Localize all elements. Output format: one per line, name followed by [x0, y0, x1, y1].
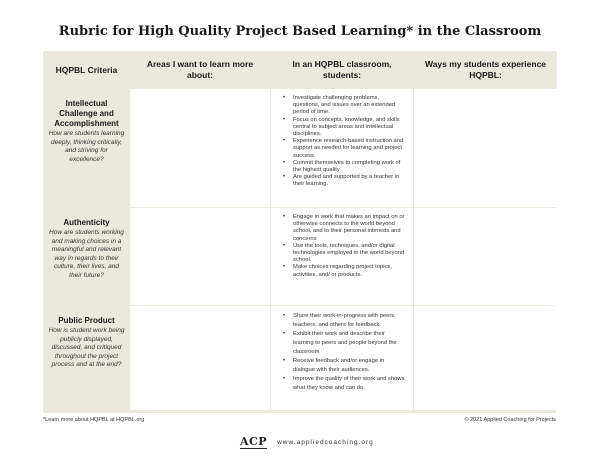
copyright: © 2021 Applied Coaching for Projects: [464, 417, 556, 423]
rubric-table: [43, 51, 556, 413]
list-item: • Focus on concepts, knowledge, and skills central to subject areas and intellectual disciplines.: [283, 117, 405, 139]
list-item: • Make choices regarding project topics, activities, and/ or products.: [283, 264, 405, 278]
list-item: • Receive feedback and/or engage in dialogue with their audiences.: [283, 357, 405, 375]
criterion-cell: [44, 306, 129, 410]
list-item: • Improve the quality of their work and shows what they know and can do.: [283, 375, 405, 393]
footer-brand: [240, 432, 374, 452]
list-item: • Exhibit their work and describe their learning to peers and people beyond the classroom: [283, 330, 405, 357]
footnote: *Learn more about HQPBL at HQPBL.org: [43, 417, 145, 423]
website-link[interactable]: www.appliedcoaching.org: [277, 438, 374, 446]
list-item: • Engage in work that makes an impact on or otherwise connects to the world beyond school, and to their personal interests and concerns: [283, 214, 405, 243]
bullet-list: [283, 214, 405, 279]
students-cell: [271, 306, 413, 410]
bullet-list: [283, 95, 405, 189]
page-title: Rubric for High Quality Project Based Learning* in the Classroom: [58, 24, 542, 39]
criterion-title: Public Product: [58, 316, 115, 325]
acp-logo: ACP: [240, 434, 268, 448]
criterion-question: How are students working and making choices in a meaningful and relevant way in regards to their culture, their lives, and their future?: [49, 229, 124, 279]
criterion-question: How are students learning deeply, thinking critically, and striving for excellence?: [48, 130, 125, 163]
bullet-list: [283, 312, 405, 393]
header-criteria: HQPBL Criteria: [44, 52, 129, 88]
learn-more-cell[interactable]: [130, 208, 270, 305]
header-ways: Ways my students experience HQPBL:: [414, 52, 557, 88]
learn-more-cell[interactable]: [130, 89, 270, 207]
criterion-question: How is student work being publicly displayed, discussed, and critiqued throughout the project process and at the end?: [48, 327, 125, 368]
criterion-title: Authenticity: [63, 218, 110, 227]
list-item: • Commit themselves to completing work of the highest quality.: [283, 160, 405, 174]
list-item: • Experience research-based instruction and support as needed for learning and project success.: [283, 138, 405, 160]
header-learn-more: Areas I want to learn more about:: [130, 52, 270, 88]
ways-cell[interactable]: [414, 89, 557, 207]
ways-cell[interactable]: [414, 306, 557, 410]
criterion-title: Intellectual Challenge and Accomplishment: [54, 99, 119, 128]
list-item: • Investigate challenging problems, questions, and issues over an extended period of time.: [283, 95, 405, 117]
students-cell: [271, 89, 413, 207]
criterion-cell: [44, 89, 129, 207]
learn-more-cell[interactable]: [130, 306, 270, 410]
header-students: In an HQPBL classroom, students:: [271, 52, 413, 88]
list-item: • Are guided and supported by a teacher in their learning.: [283, 174, 405, 188]
list-item: • Share their work-in-progress with peers, teachers, and others for feedback.: [283, 312, 405, 330]
list-item: • Use the tools, techniques, and/or digital technologies employed in the world beyond school.: [283, 243, 405, 265]
ways-cell[interactable]: [414, 208, 557, 305]
criterion-cell: [44, 208, 129, 305]
students-cell: [271, 208, 413, 305]
